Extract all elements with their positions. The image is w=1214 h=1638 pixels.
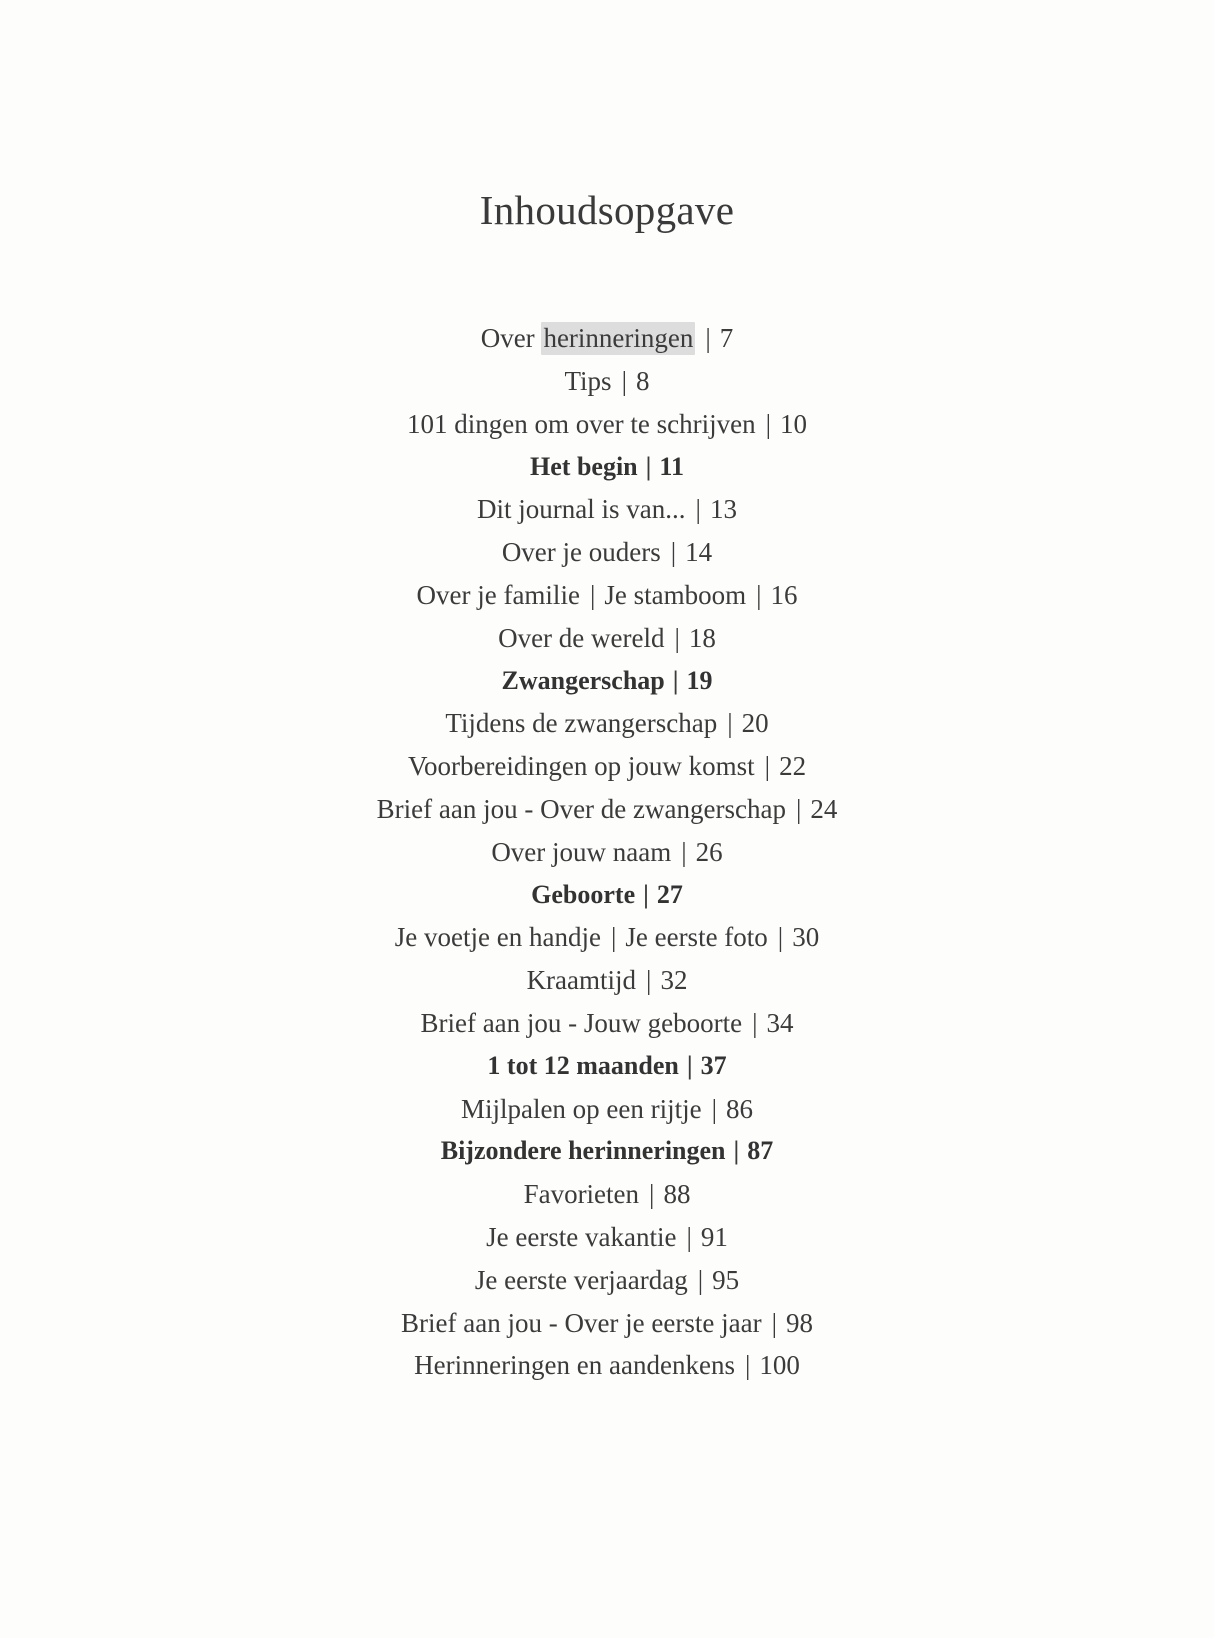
toc-section-entry[interactable] bbox=[0, 446, 1214, 489]
toc-entry[interactable] bbox=[0, 916, 1214, 959]
toc-entry-inner bbox=[487, 1045, 726, 1088]
toc-entry-inner bbox=[486, 1216, 728, 1259]
toc-separator: | bbox=[705, 323, 711, 354]
toc-separator: | bbox=[610, 922, 617, 953]
toc-entry[interactable] bbox=[0, 360, 1214, 403]
toc-separator: | bbox=[764, 751, 771, 782]
toc-entry-inner bbox=[395, 916, 819, 959]
toc-list bbox=[0, 317, 1214, 1387]
toc-separator: | bbox=[686, 1050, 693, 1080]
toc-entry[interactable] bbox=[0, 1002, 1214, 1045]
toc-separator: | bbox=[674, 622, 680, 653]
toc-separator: | bbox=[695, 494, 701, 525]
toc-entry-inner bbox=[475, 1259, 739, 1302]
toc-page-number: 20 bbox=[741, 708, 769, 739]
toc-separator: | bbox=[672, 665, 679, 695]
toc-page-number: 34 bbox=[766, 1007, 794, 1038]
toc-entry-label: Over je familie bbox=[416, 579, 580, 610]
toc-separator: | bbox=[697, 1264, 704, 1295]
toc-separator: | bbox=[681, 836, 687, 867]
toc-separator: | bbox=[733, 1136, 740, 1166]
toc-separator: | bbox=[744, 1350, 751, 1381]
toc-page-number: 8 bbox=[635, 365, 650, 396]
toc-entry-label: Dit journal is van... bbox=[477, 494, 686, 525]
toc-entry[interactable] bbox=[0, 745, 1214, 788]
toc-entry-inner bbox=[502, 531, 712, 574]
toc-separator: | bbox=[765, 408, 772, 439]
toc-entry-inner bbox=[414, 1344, 800, 1387]
toc-page-number: 16 bbox=[770, 579, 798, 610]
toc-entry-label: Kraamtijd bbox=[526, 965, 637, 996]
toc-separator: | bbox=[795, 793, 802, 824]
toc-page-number: 19 bbox=[686, 665, 713, 695]
toc-entry-inner bbox=[527, 959, 688, 1002]
toc-section-entry[interactable] bbox=[0, 660, 1214, 703]
toc-entry-inner bbox=[491, 831, 722, 874]
toc-entry-inner bbox=[408, 745, 806, 788]
toc-entry-label: Tips bbox=[564, 365, 612, 396]
toc-page-number: 87 bbox=[747, 1136, 774, 1166]
toc-entry-label: Je voetje en handje bbox=[394, 922, 601, 953]
toc-section-entry[interactable] bbox=[0, 1045, 1214, 1088]
toc-entry-inner bbox=[498, 617, 716, 660]
toc-entry-secondary-label: Je eerste foto bbox=[625, 922, 768, 953]
toc-entry-label: Tijdens de zwangerschap bbox=[445, 708, 718, 739]
toc-entry-inner bbox=[407, 403, 807, 446]
toc-entry-label: Voorbereidingen op jouw komst bbox=[407, 751, 755, 782]
toc-entry-inner bbox=[531, 874, 683, 917]
toc-page-number: 7 bbox=[719, 323, 734, 354]
toc-separator: | bbox=[686, 1221, 692, 1252]
page-title: Inhoudsopgave bbox=[479, 187, 735, 233]
toc-page-number: 37 bbox=[700, 1050, 727, 1080]
toc-entry[interactable] bbox=[0, 403, 1214, 446]
toc-separator: | bbox=[771, 1307, 777, 1338]
toc-page-number: 98 bbox=[785, 1307, 813, 1338]
toc-page-number: 18 bbox=[688, 622, 716, 653]
toc-entry-label: Bijzondere herinneringen bbox=[440, 1136, 726, 1166]
toc-entry[interactable] bbox=[0, 574, 1214, 617]
toc-entry-inner bbox=[477, 488, 737, 531]
toc-page-number: 100 bbox=[759, 1350, 800, 1381]
toc-page-number: 26 bbox=[695, 836, 723, 867]
toc-entry-inner bbox=[445, 702, 768, 745]
toc-entry-label: Over de wereld bbox=[498, 622, 665, 653]
toc-entry[interactable] bbox=[0, 1259, 1214, 1302]
toc-page-number: 11 bbox=[659, 451, 684, 481]
toc-separator: | bbox=[756, 579, 762, 610]
toc-entry-inner bbox=[502, 660, 713, 703]
toc-entry-label: Het begin bbox=[530, 451, 638, 481]
toc-entry-inner bbox=[417, 574, 798, 617]
toc-entry-inner bbox=[420, 1002, 793, 1045]
toc-entry-inner bbox=[461, 1088, 753, 1131]
toc-entry[interactable] bbox=[0, 1216, 1214, 1259]
toc-section-entry[interactable] bbox=[0, 874, 1214, 917]
toc-entry[interactable] bbox=[0, 788, 1214, 831]
toc-entry[interactable] bbox=[0, 1302, 1214, 1345]
toc-page-number: 27 bbox=[656, 879, 683, 909]
toc-separator: | bbox=[621, 365, 627, 396]
toc-entry-label: Mijlpalen op een rijtje bbox=[460, 1093, 702, 1124]
toc-entry-label: Over je ouders bbox=[501, 537, 661, 568]
toc-page-number: 88 bbox=[663, 1179, 691, 1210]
toc-separator: | bbox=[649, 1179, 655, 1210]
toc-separator: | bbox=[711, 1093, 718, 1124]
toc-entry-label: Brief aan jou - Over de zwangerschap bbox=[376, 793, 786, 824]
toc-entry[interactable] bbox=[0, 488, 1214, 531]
toc-entry-label: Zwangerschap bbox=[501, 665, 665, 695]
toc-page-number: 30 bbox=[792, 922, 820, 953]
toc-page-number: 24 bbox=[810, 793, 838, 824]
toc-entry-inner bbox=[481, 317, 734, 360]
toc-page-number: 14 bbox=[685, 537, 713, 568]
toc-separator: | bbox=[752, 1007, 758, 1038]
toc-page-number: 91 bbox=[700, 1221, 728, 1252]
toc-entry-label: Je eerste vakantie bbox=[486, 1221, 677, 1252]
toc-entry-inner bbox=[377, 788, 838, 831]
toc-entry-inner bbox=[401, 1302, 813, 1345]
toc-entry[interactable] bbox=[0, 831, 1214, 874]
toc-entry-label: Over bbox=[480, 323, 542, 354]
toc-page-number: 86 bbox=[726, 1093, 754, 1124]
toc-entry-inner bbox=[565, 360, 650, 403]
toc-separator: | bbox=[643, 879, 649, 909]
toc-entry-highlight: herinneringen bbox=[543, 323, 694, 354]
toc-entry-inner bbox=[524, 1173, 691, 1216]
toc-entry[interactable] bbox=[0, 959, 1214, 1002]
toc-entry-label: Herinneringen en aandenkens bbox=[414, 1350, 735, 1381]
toc-separator: | bbox=[589, 579, 596, 610]
toc-entry[interactable] bbox=[0, 1344, 1214, 1387]
toc-entry[interactable] bbox=[0, 1173, 1214, 1216]
toc-entry[interactable] bbox=[0, 531, 1214, 574]
toc-separator: | bbox=[646, 965, 652, 996]
toc-entry-label: 1 tot 12 maanden bbox=[487, 1050, 679, 1080]
toc-separator: | bbox=[670, 537, 677, 568]
toc-separator: | bbox=[777, 922, 784, 953]
toc-entry-label: 101 dingen om over te schrijven bbox=[406, 408, 756, 439]
toc-entry-label: Geboorte bbox=[531, 879, 636, 909]
toc-page-number: 10 bbox=[780, 408, 808, 439]
toc-entry-label: Favorieten bbox=[523, 1179, 640, 1210]
toc-section-entry[interactable] bbox=[0, 1130, 1214, 1173]
toc-entry[interactable] bbox=[0, 702, 1214, 745]
toc-page-number: 22 bbox=[779, 751, 807, 782]
toc-entry-label: Brief aan jou - Jouw geboorte bbox=[420, 1007, 743, 1038]
toc-entry-secondary-label: Je stamboom bbox=[604, 579, 747, 610]
toc-entry[interactable] bbox=[0, 1088, 1214, 1131]
toc-page-number: 32 bbox=[660, 965, 688, 996]
toc-separator: | bbox=[727, 708, 733, 739]
toc-separator: | bbox=[645, 451, 652, 481]
toc-entry-inner bbox=[530, 446, 684, 489]
toc-entry-label: Je eerste verjaardag bbox=[474, 1264, 688, 1295]
toc-page-number: 95 bbox=[712, 1264, 740, 1295]
toc-entry[interactable] bbox=[0, 317, 1214, 360]
toc-entry[interactable] bbox=[0, 617, 1214, 660]
toc-entry-label: Over jouw naam bbox=[491, 836, 672, 867]
toc-page-number: 13 bbox=[709, 494, 737, 525]
toc-entry-label: Brief aan jou - Over je eerste jaar bbox=[401, 1307, 762, 1338]
toc-entry-inner bbox=[441, 1130, 774, 1173]
